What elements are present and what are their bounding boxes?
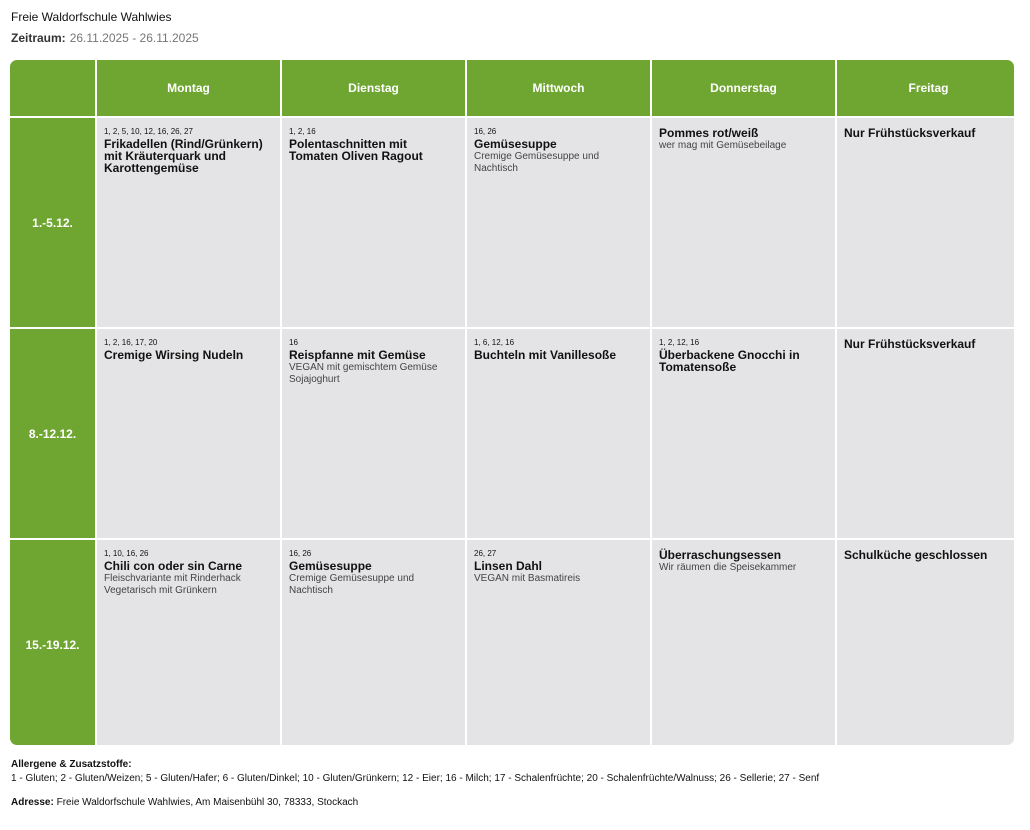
meal-cell (467, 329, 650, 538)
dish-name: Linsen Dahl (474, 559, 543, 573)
allergen-codes: 1, 10, 16, 26 (104, 549, 149, 558)
dish-name: Überraschungsessen (659, 548, 782, 562)
meal-cell (467, 540, 650, 745)
period-value: 26.11.2025 - 26.11.2025 (69, 31, 199, 45)
allergen-codes: 16 (289, 338, 298, 347)
meal-cell (282, 540, 465, 745)
dish-name: Reispfanne mit Gemüse (289, 348, 426, 362)
dish-name: Überbackene Gnocchi in Tomatensoße (659, 348, 800, 374)
day-header: Mittwoch (467, 60, 650, 116)
meal-cell (97, 118, 280, 327)
dish-name: Frikadellen (Rind/Grünkern) mit Kräuterquark und Karottengemüse (104, 137, 263, 175)
dish-name: Buchteln mit Vanillesoße (474, 348, 617, 362)
meal-cell (652, 540, 835, 745)
day-header: Donnerstag (652, 60, 835, 116)
dish-name: Cremige Wirsing Nudeln (104, 348, 244, 362)
allergen-codes: 1, 2, 16 (289, 127, 316, 136)
dish-description: Cremige Gemüsesuppe und Nachtisch (474, 151, 600, 174)
allergen-codes: 1, 6, 12, 16 (474, 338, 515, 347)
dish-description: Fleischvariante mit Rinderhack Vegetarisch mit Grünkern (104, 573, 241, 596)
allergen-codes: 26, 27 (474, 549, 497, 558)
dish-description: VEGAN mit gemischtem Gemüse Sojajoghurt (289, 362, 438, 385)
meal-cell (837, 329, 1014, 538)
dish-name: Schulküche geschlossen (844, 548, 988, 562)
meal-cell (652, 329, 835, 538)
period-label: Zeitraum: (11, 31, 66, 45)
day-header: Freitag (837, 60, 1014, 116)
allergen-codes: 1, 2, 5, 10, 12, 16, 26, 27 (104, 127, 193, 136)
allergen-codes: 1, 2, 16, 17, 20 (104, 338, 158, 347)
menu-table (10, 60, 1014, 745)
dish-name: Chili con oder sin Carne (104, 559, 243, 573)
day-header: Dienstag (282, 60, 465, 116)
dish-name: Nur Frühstücksverkauf (844, 337, 976, 351)
address (11, 797, 358, 808)
dish-description: wer mag mit Gemüsebeilage (659, 140, 787, 151)
meal-cell (837, 540, 1014, 745)
header-corner (10, 60, 95, 116)
school-name: Freie Waldorfschule Wahlwies (11, 10, 172, 24)
dish-name: Gemüsesuppe (474, 137, 557, 151)
allergen-title: Allergene & Zusatzstoffe: (11, 759, 132, 770)
dish-description: Wir räumen die Speisekammer (659, 562, 797, 573)
address-label: Adresse: (11, 797, 54, 808)
allergen-codes: 16, 26 (289, 549, 312, 558)
allergen-list: 1 - Gluten; 2 - Gluten/Weizen; 5 - Gluten/Hafer; 6 - Gluten/Dinkel; 10 - Gluten/Grünkern; 12 - Eier; 16 - Milch; 17 - Schalenfrüchte; 20 - Schalenfrüchte/Walnuss; 26 - Sellerie; 27 - Senf (11, 773, 820, 784)
meal-cell (282, 118, 465, 327)
meal-cell (467, 118, 650, 327)
meal-cell (282, 329, 465, 538)
dish-description: VEGAN mit Basmatireis (474, 573, 581, 584)
day-header: Montag (97, 60, 280, 116)
week-label: 15.-19.12. (10, 540, 95, 745)
week-label: 8.-12.12. (10, 329, 95, 538)
week-label: 1.-5.12. (10, 118, 95, 327)
allergen-codes: 1, 2, 12, 16 (659, 338, 700, 347)
meal-cell (97, 540, 280, 745)
dish-name: Nur Frühstücksverkauf (844, 126, 976, 140)
dish-name: Gemüsesuppe (289, 559, 372, 573)
meal-cell (837, 118, 1014, 327)
dish-description: Cremige Gemüsesuppe und Nachtisch (289, 573, 415, 596)
dish-name: Polentaschnitten mit Tomaten Oliven Ragout (289, 137, 423, 163)
dish-name: Pommes rot/weiß (659, 126, 759, 140)
address-value: Freie Waldorfschule Wahlwies, Am Maisenbühl 30, 78333, Stockach (56, 797, 359, 808)
allergen-codes: 16, 26 (474, 127, 497, 136)
meal-cell (652, 118, 835, 327)
period (11, 31, 199, 45)
meal-cell (97, 329, 280, 538)
